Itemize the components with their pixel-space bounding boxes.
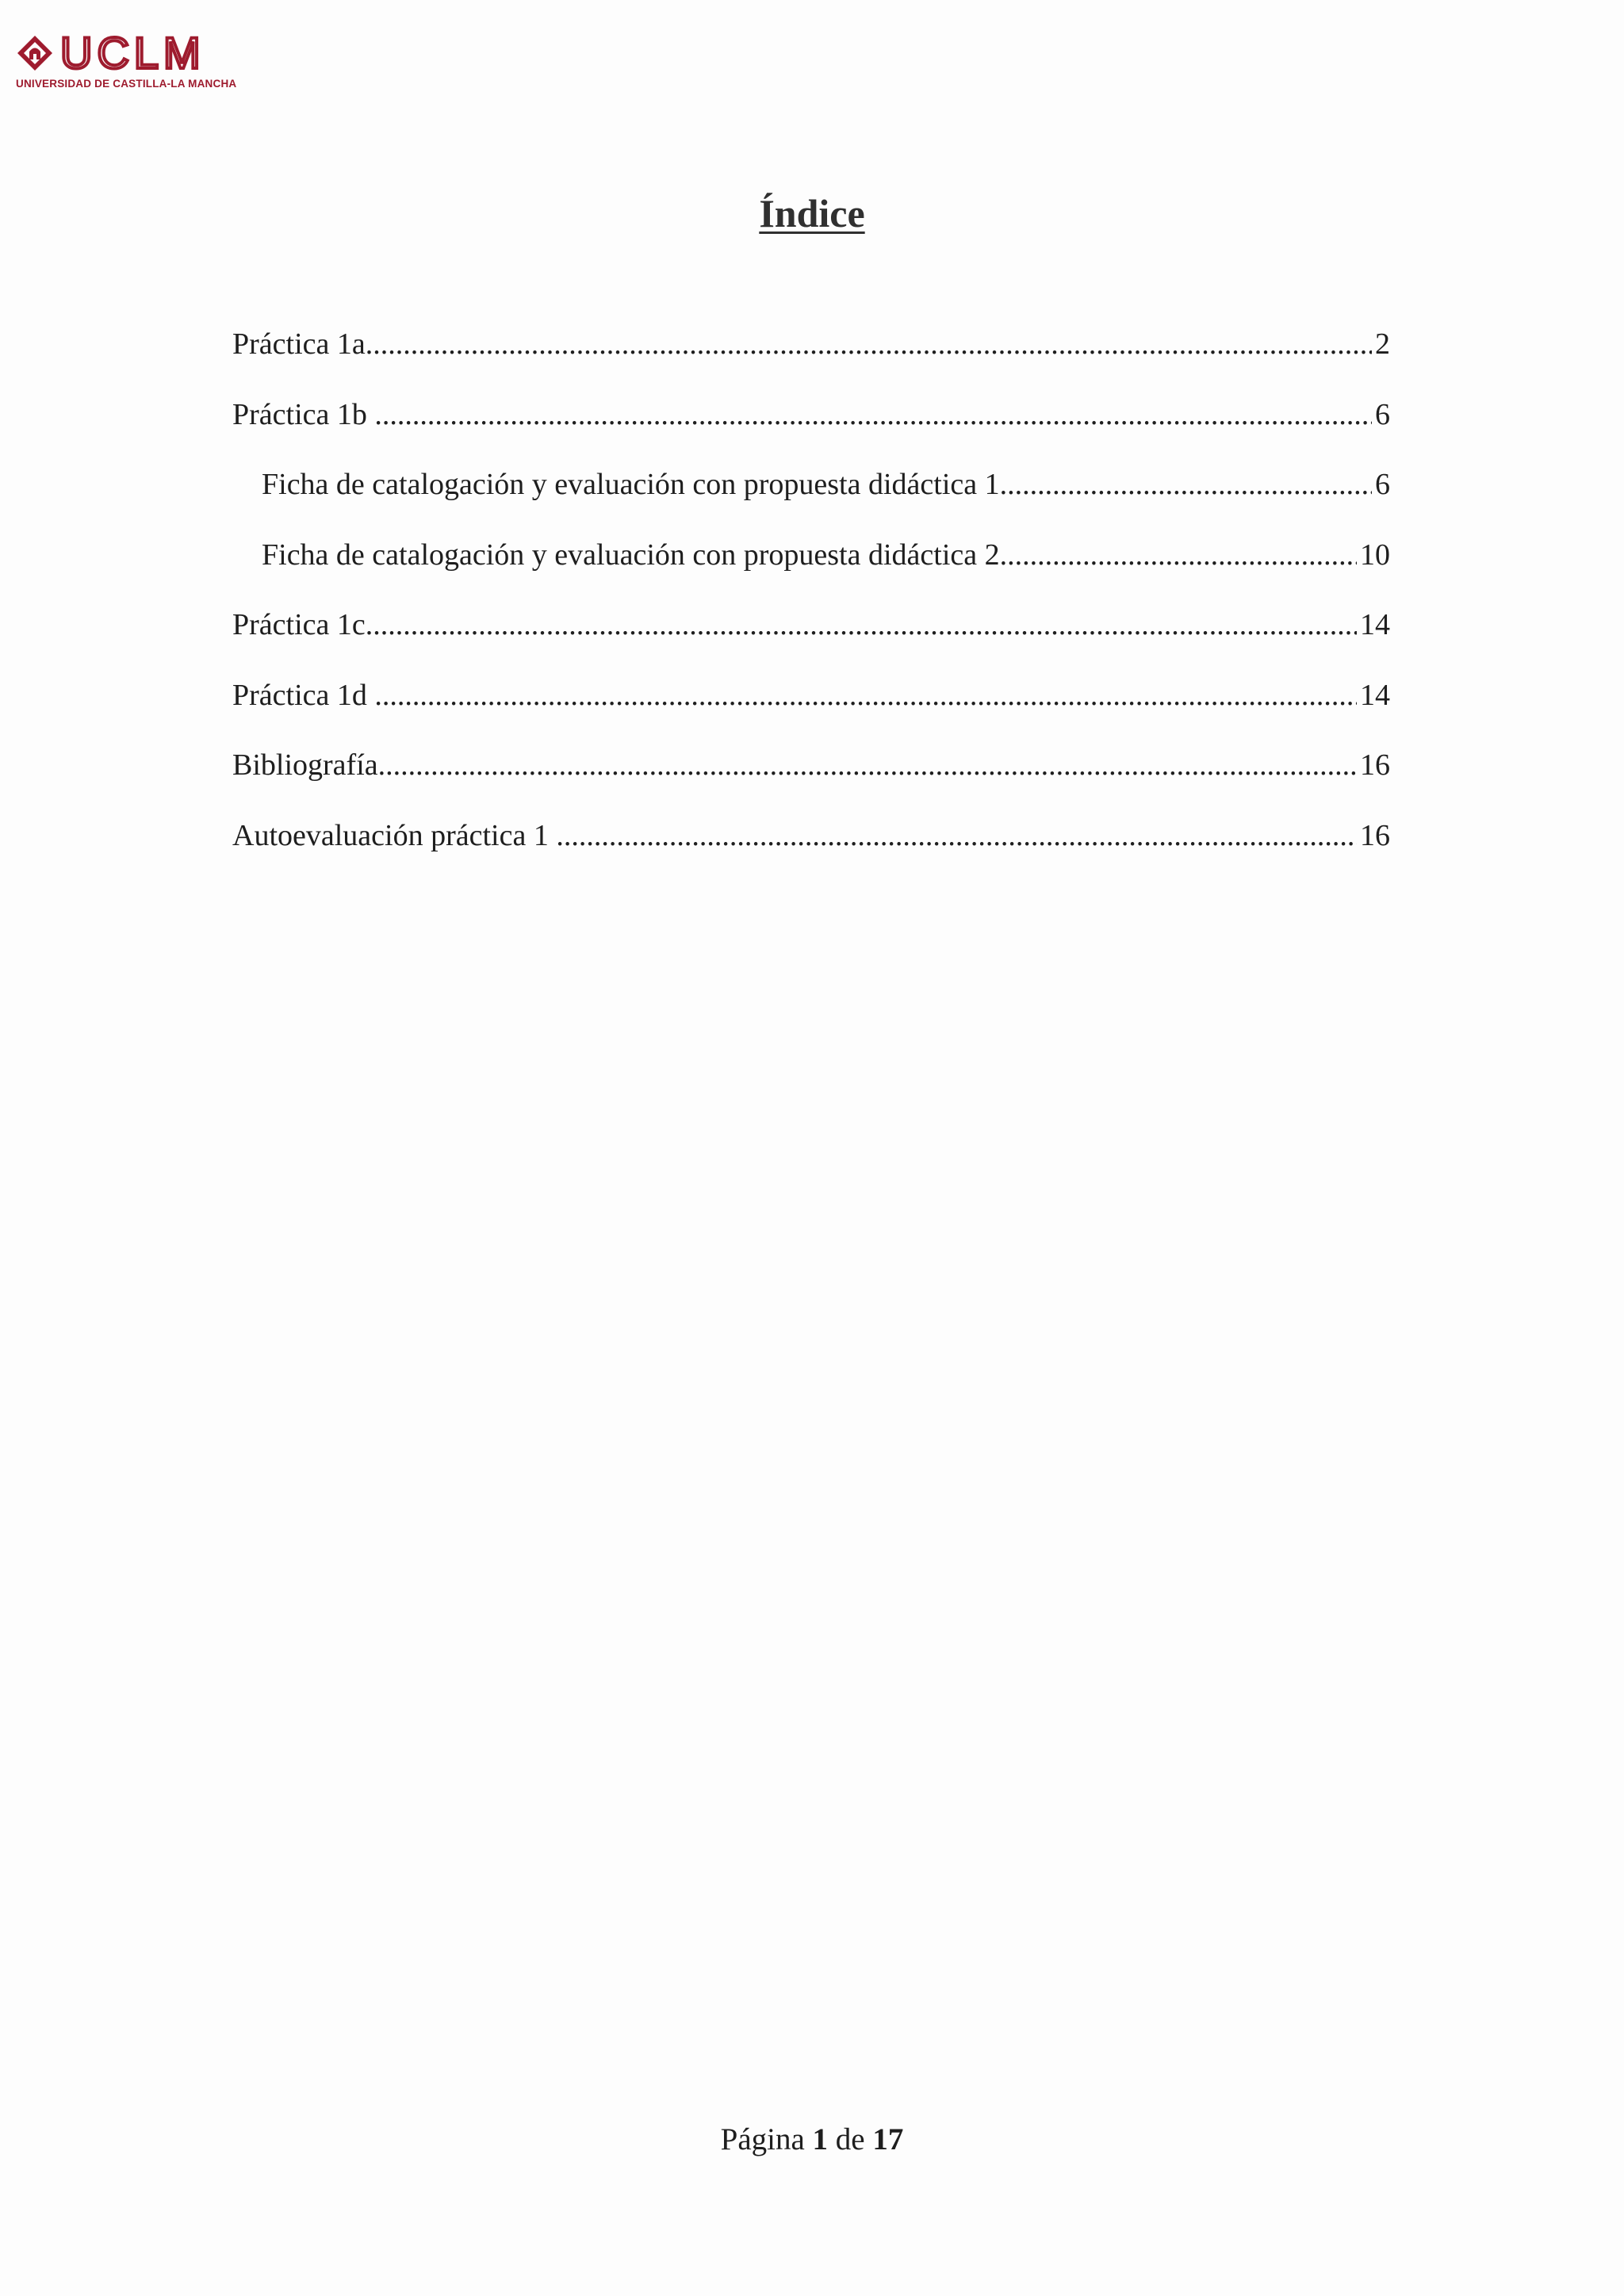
footer-total-pages: 17 [872,2122,904,2156]
toc-entry-label: Autoevaluación práctica 1 [232,818,549,852]
toc-dot-leader [374,672,1357,718]
toc-entry-page: 2 [1375,327,1390,361]
toc-entry-page: 16 [1360,818,1390,852]
toc-entry[interactable] [232,813,1390,883]
toc-entry-page: 14 [1360,678,1390,712]
toc-dot-leader [556,813,1357,859]
toc-entry[interactable] [232,742,1390,813]
toc-entry[interactable] [232,532,1390,603]
logo-subtitle: UNIVERSIDAD DE CASTILLA-LA MANCHA [16,78,237,90]
toc-dot-leader [378,742,1357,788]
logo-wordmark: UCLM [60,28,205,78]
footer-separator: de [835,2122,865,2156]
toc-entry-label: Bibliografía [232,748,378,782]
uclm-logo [16,28,254,90]
toc-entry[interactable] [232,321,1390,392]
toc-entry[interactable] [232,602,1390,672]
toc-entry-label: Ficha de catalogación y evaluación con propuesta didáctica 1 [262,468,1000,501]
toc-dot-leader [1000,461,1372,507]
page-footer [0,2122,1624,2157]
toc-dot-leader [374,392,1372,438]
toc-dot-leader [366,321,1372,367]
toc-entry-label: Ficha de catalogación y evaluación con propuesta didáctica 2 [262,538,1000,572]
toc-entry-page: 6 [1375,468,1390,501]
toc-entry[interactable] [232,461,1390,532]
toc-entry-page: 6 [1375,397,1390,431]
toc-entry-label: Práctica 1d [232,678,367,712]
uclm-emblem-icon [16,34,54,72]
table-of-contents [232,321,1390,882]
toc-entry-label: Práctica 1a [232,327,366,361]
page-title: Índice [759,191,865,235]
toc-dot-leader [366,602,1357,648]
toc-entry-page: 10 [1360,538,1390,572]
toc-entry-label: Práctica 1c [232,608,366,641]
toc-entry-page: 16 [1360,748,1390,782]
toc-entry-label: Práctica 1b [232,397,367,431]
toc-entry[interactable] [232,392,1390,462]
toc-dot-leader [1000,532,1357,578]
footer-current-page: 1 [812,2122,829,2156]
toc-entry-page: 14 [1360,608,1390,641]
footer-page-prefix: Página [720,2122,805,2156]
toc-entry[interactable] [232,672,1390,743]
